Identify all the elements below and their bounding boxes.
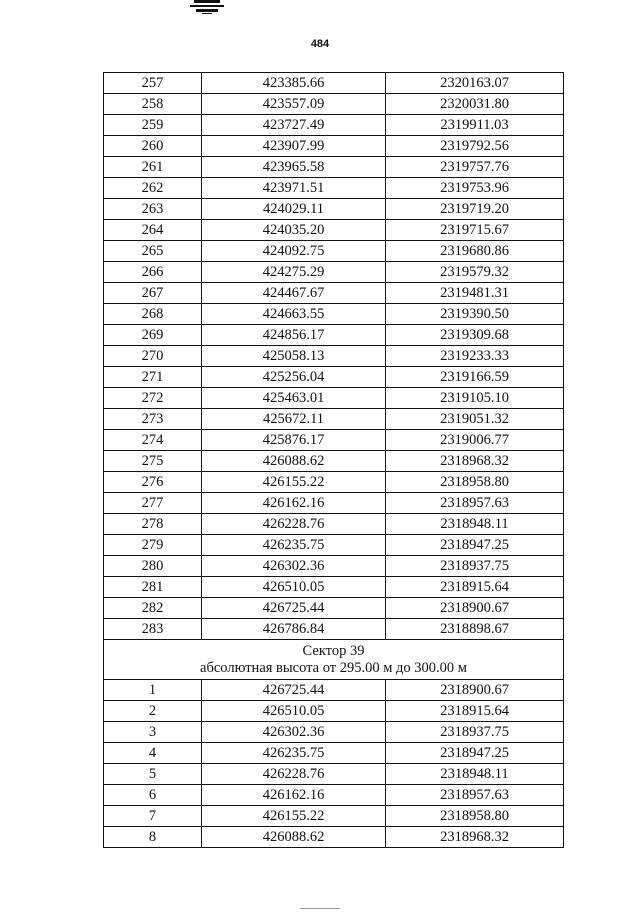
point-number-cell: 257 — [104, 73, 202, 94]
y-coordinate-cell: 2319757.76 — [386, 157, 564, 178]
x-coordinate-cell: 426228.76 — [202, 514, 386, 535]
point-number-cell: 269 — [104, 325, 202, 346]
y-coordinate-cell: 2319309.68 — [386, 325, 564, 346]
point-number-cell: 276 — [104, 472, 202, 493]
point-number-cell: 8 — [104, 827, 202, 848]
y-coordinate-cell: 2318968.32 — [386, 451, 564, 472]
point-number-cell: 265 — [104, 241, 202, 262]
coordinates-table — [103, 72, 564, 848]
table-row — [104, 220, 564, 241]
point-number-cell: 6 — [104, 785, 202, 806]
point-number-cell: 272 — [104, 388, 202, 409]
x-coordinate-cell: 426155.22 — [202, 472, 386, 493]
table-row — [104, 577, 564, 598]
point-number-cell: 7 — [104, 806, 202, 827]
x-coordinate-cell: 426510.05 — [202, 577, 386, 598]
x-coordinate-cell: 426786.84 — [202, 619, 386, 640]
x-coordinate-cell: 424275.29 — [202, 262, 386, 283]
x-coordinate-cell: 423965.58 — [202, 157, 386, 178]
x-coordinate-cell: 426088.62 — [202, 451, 386, 472]
x-coordinate-cell: 424035.20 — [202, 220, 386, 241]
point-number-cell: 5 — [104, 764, 202, 785]
x-coordinate-cell: 423971.51 — [202, 178, 386, 199]
point-number-cell: 261 — [104, 157, 202, 178]
y-coordinate-cell: 2318948.11 — [386, 764, 564, 785]
x-coordinate-cell: 424092.75 — [202, 241, 386, 262]
point-number-cell: 282 — [104, 598, 202, 619]
point-number-cell: 259 — [104, 115, 202, 136]
x-coordinate-cell: 426155.22 — [202, 806, 386, 827]
y-coordinate-cell: 2318900.67 — [386, 598, 564, 619]
table-row — [104, 722, 564, 743]
y-coordinate-cell: 2319753.96 — [386, 178, 564, 199]
table-row — [104, 451, 564, 472]
y-coordinate-cell: 2319680.86 — [386, 241, 564, 262]
point-number-cell: 4 — [104, 743, 202, 764]
point-number-cell: 267 — [104, 283, 202, 304]
table-row — [104, 367, 564, 388]
x-coordinate-cell: 423907.99 — [202, 136, 386, 157]
point-number-cell: 273 — [104, 409, 202, 430]
y-coordinate-cell: 2318937.75 — [386, 722, 564, 743]
x-coordinate-cell: 426510.05 — [202, 701, 386, 722]
table-row — [104, 262, 564, 283]
x-coordinate-cell: 424663.55 — [202, 304, 386, 325]
y-coordinate-cell: 2319719.20 — [386, 199, 564, 220]
table-body-upper — [104, 73, 564, 640]
table-row — [104, 136, 564, 157]
section-subtitle: абсолютная высота от 295.00 м до 300.00 м — [200, 660, 467, 676]
table-body-lower — [104, 680, 564, 848]
x-coordinate-cell: 425463.01 — [202, 388, 386, 409]
point-number-cell: 274 — [104, 430, 202, 451]
y-coordinate-cell: 2318948.11 — [386, 514, 564, 535]
x-coordinate-cell: 426162.16 — [202, 493, 386, 514]
x-coordinate-cell: 425256.04 — [202, 367, 386, 388]
table-row — [104, 598, 564, 619]
y-coordinate-cell: 2320163.07 — [386, 73, 564, 94]
section-header — [104, 640, 564, 680]
y-coordinate-cell: 2318957.63 — [386, 493, 564, 514]
point-number-cell: 266 — [104, 262, 202, 283]
table-row — [104, 73, 564, 94]
table-row — [104, 743, 564, 764]
table-row — [104, 178, 564, 199]
table-row — [104, 806, 564, 827]
y-coordinate-cell: 2318900.67 — [386, 680, 564, 701]
point-number-cell: 1 — [104, 680, 202, 701]
table-row — [104, 241, 564, 262]
x-coordinate-cell: 425058.13 — [202, 346, 386, 367]
x-coordinate-cell: 425672.11 — [202, 409, 386, 430]
point-number-cell: 263 — [104, 199, 202, 220]
x-coordinate-cell: 426235.75 — [202, 743, 386, 764]
x-coordinate-cell: 426302.36 — [202, 556, 386, 577]
table-row — [104, 535, 564, 556]
y-coordinate-cell: 2319051.32 — [386, 409, 564, 430]
x-coordinate-cell: 426725.44 — [202, 598, 386, 619]
y-coordinate-cell: 2319792.56 — [386, 136, 564, 157]
x-coordinate-cell: 424856.17 — [202, 325, 386, 346]
y-coordinate-cell: 2319481.31 — [386, 283, 564, 304]
point-number-cell: 262 — [104, 178, 202, 199]
table-row — [104, 493, 564, 514]
x-coordinate-cell: 423727.49 — [202, 115, 386, 136]
x-coordinate-cell: 423557.09 — [202, 94, 386, 115]
y-coordinate-cell: 2318958.80 — [386, 806, 564, 827]
point-number-cell: 260 — [104, 136, 202, 157]
y-coordinate-cell: 2319233.33 — [386, 346, 564, 367]
table-row — [104, 514, 564, 535]
y-coordinate-cell: 2318958.80 — [386, 472, 564, 493]
point-number-cell: 275 — [104, 451, 202, 472]
table-row — [104, 199, 564, 220]
x-coordinate-cell: 424029.11 — [202, 199, 386, 220]
x-coordinate-cell: 426235.75 — [202, 535, 386, 556]
x-coordinate-cell: 424467.67 — [202, 283, 386, 304]
y-coordinate-cell: 2319911.03 — [386, 115, 564, 136]
x-coordinate-cell: 426228.76 — [202, 764, 386, 785]
point-number-cell: 279 — [104, 535, 202, 556]
scan-artifact-bottom — [300, 908, 340, 909]
table-row — [104, 764, 564, 785]
y-coordinate-cell: 2318898.67 — [386, 619, 564, 640]
point-number-cell: 270 — [104, 346, 202, 367]
table-row — [104, 94, 564, 115]
table-row — [104, 619, 564, 640]
y-coordinate-cell: 2318937.75 — [386, 556, 564, 577]
point-number-cell: 280 — [104, 556, 202, 577]
y-coordinate-cell: 2319715.67 — [386, 220, 564, 241]
y-coordinate-cell: 2318968.32 — [386, 827, 564, 848]
point-number-cell: 268 — [104, 304, 202, 325]
table-row — [104, 283, 564, 304]
y-coordinate-cell: 2319390.50 — [386, 304, 564, 325]
x-coordinate-cell: 423385.66 — [202, 73, 386, 94]
table-row — [104, 827, 564, 848]
table-row — [104, 115, 564, 136]
table-row — [104, 680, 564, 701]
x-coordinate-cell: 426088.62 — [202, 827, 386, 848]
x-coordinate-cell: 426725.44 — [202, 680, 386, 701]
table-row — [104, 325, 564, 346]
scan-artifact — [190, 0, 224, 16]
point-number-cell: 258 — [104, 94, 202, 115]
table-row — [104, 785, 564, 806]
y-coordinate-cell: 2318915.64 — [386, 577, 564, 598]
y-coordinate-cell: 2318947.25 — [386, 535, 564, 556]
x-coordinate-cell: 425876.17 — [202, 430, 386, 451]
point-number-cell: 277 — [104, 493, 202, 514]
section-cell — [104, 640, 564, 680]
table-row — [104, 304, 564, 325]
y-coordinate-cell: 2318957.63 — [386, 785, 564, 806]
y-coordinate-cell: 2320031.80 — [386, 94, 564, 115]
point-number-cell: 271 — [104, 367, 202, 388]
table-row — [104, 409, 564, 430]
y-coordinate-cell: 2318947.25 — [386, 743, 564, 764]
y-coordinate-cell: 2319579.32 — [386, 262, 564, 283]
x-coordinate-cell: 426302.36 — [202, 722, 386, 743]
point-number-cell: 283 — [104, 619, 202, 640]
table-row — [104, 157, 564, 178]
y-coordinate-cell: 2319006.77 — [386, 430, 564, 451]
section-row — [104, 640, 564, 680]
table-row — [104, 556, 564, 577]
x-coordinate-cell: 426162.16 — [202, 785, 386, 806]
table-row — [104, 701, 564, 722]
point-number-cell: 264 — [104, 220, 202, 241]
y-coordinate-cell: 2319166.59 — [386, 367, 564, 388]
y-coordinate-cell: 2319105.10 — [386, 388, 564, 409]
point-number-cell: 2 — [104, 701, 202, 722]
table-row — [104, 388, 564, 409]
page-number: 484 — [310, 38, 330, 50]
table-row — [104, 346, 564, 367]
point-number-cell: 3 — [104, 722, 202, 743]
point-number-cell: 281 — [104, 577, 202, 598]
y-coordinate-cell: 2318915.64 — [386, 701, 564, 722]
point-number-cell: 278 — [104, 514, 202, 535]
table-row — [104, 472, 564, 493]
section-title: Сектор 39 — [302, 643, 365, 659]
table-row — [104, 430, 564, 451]
